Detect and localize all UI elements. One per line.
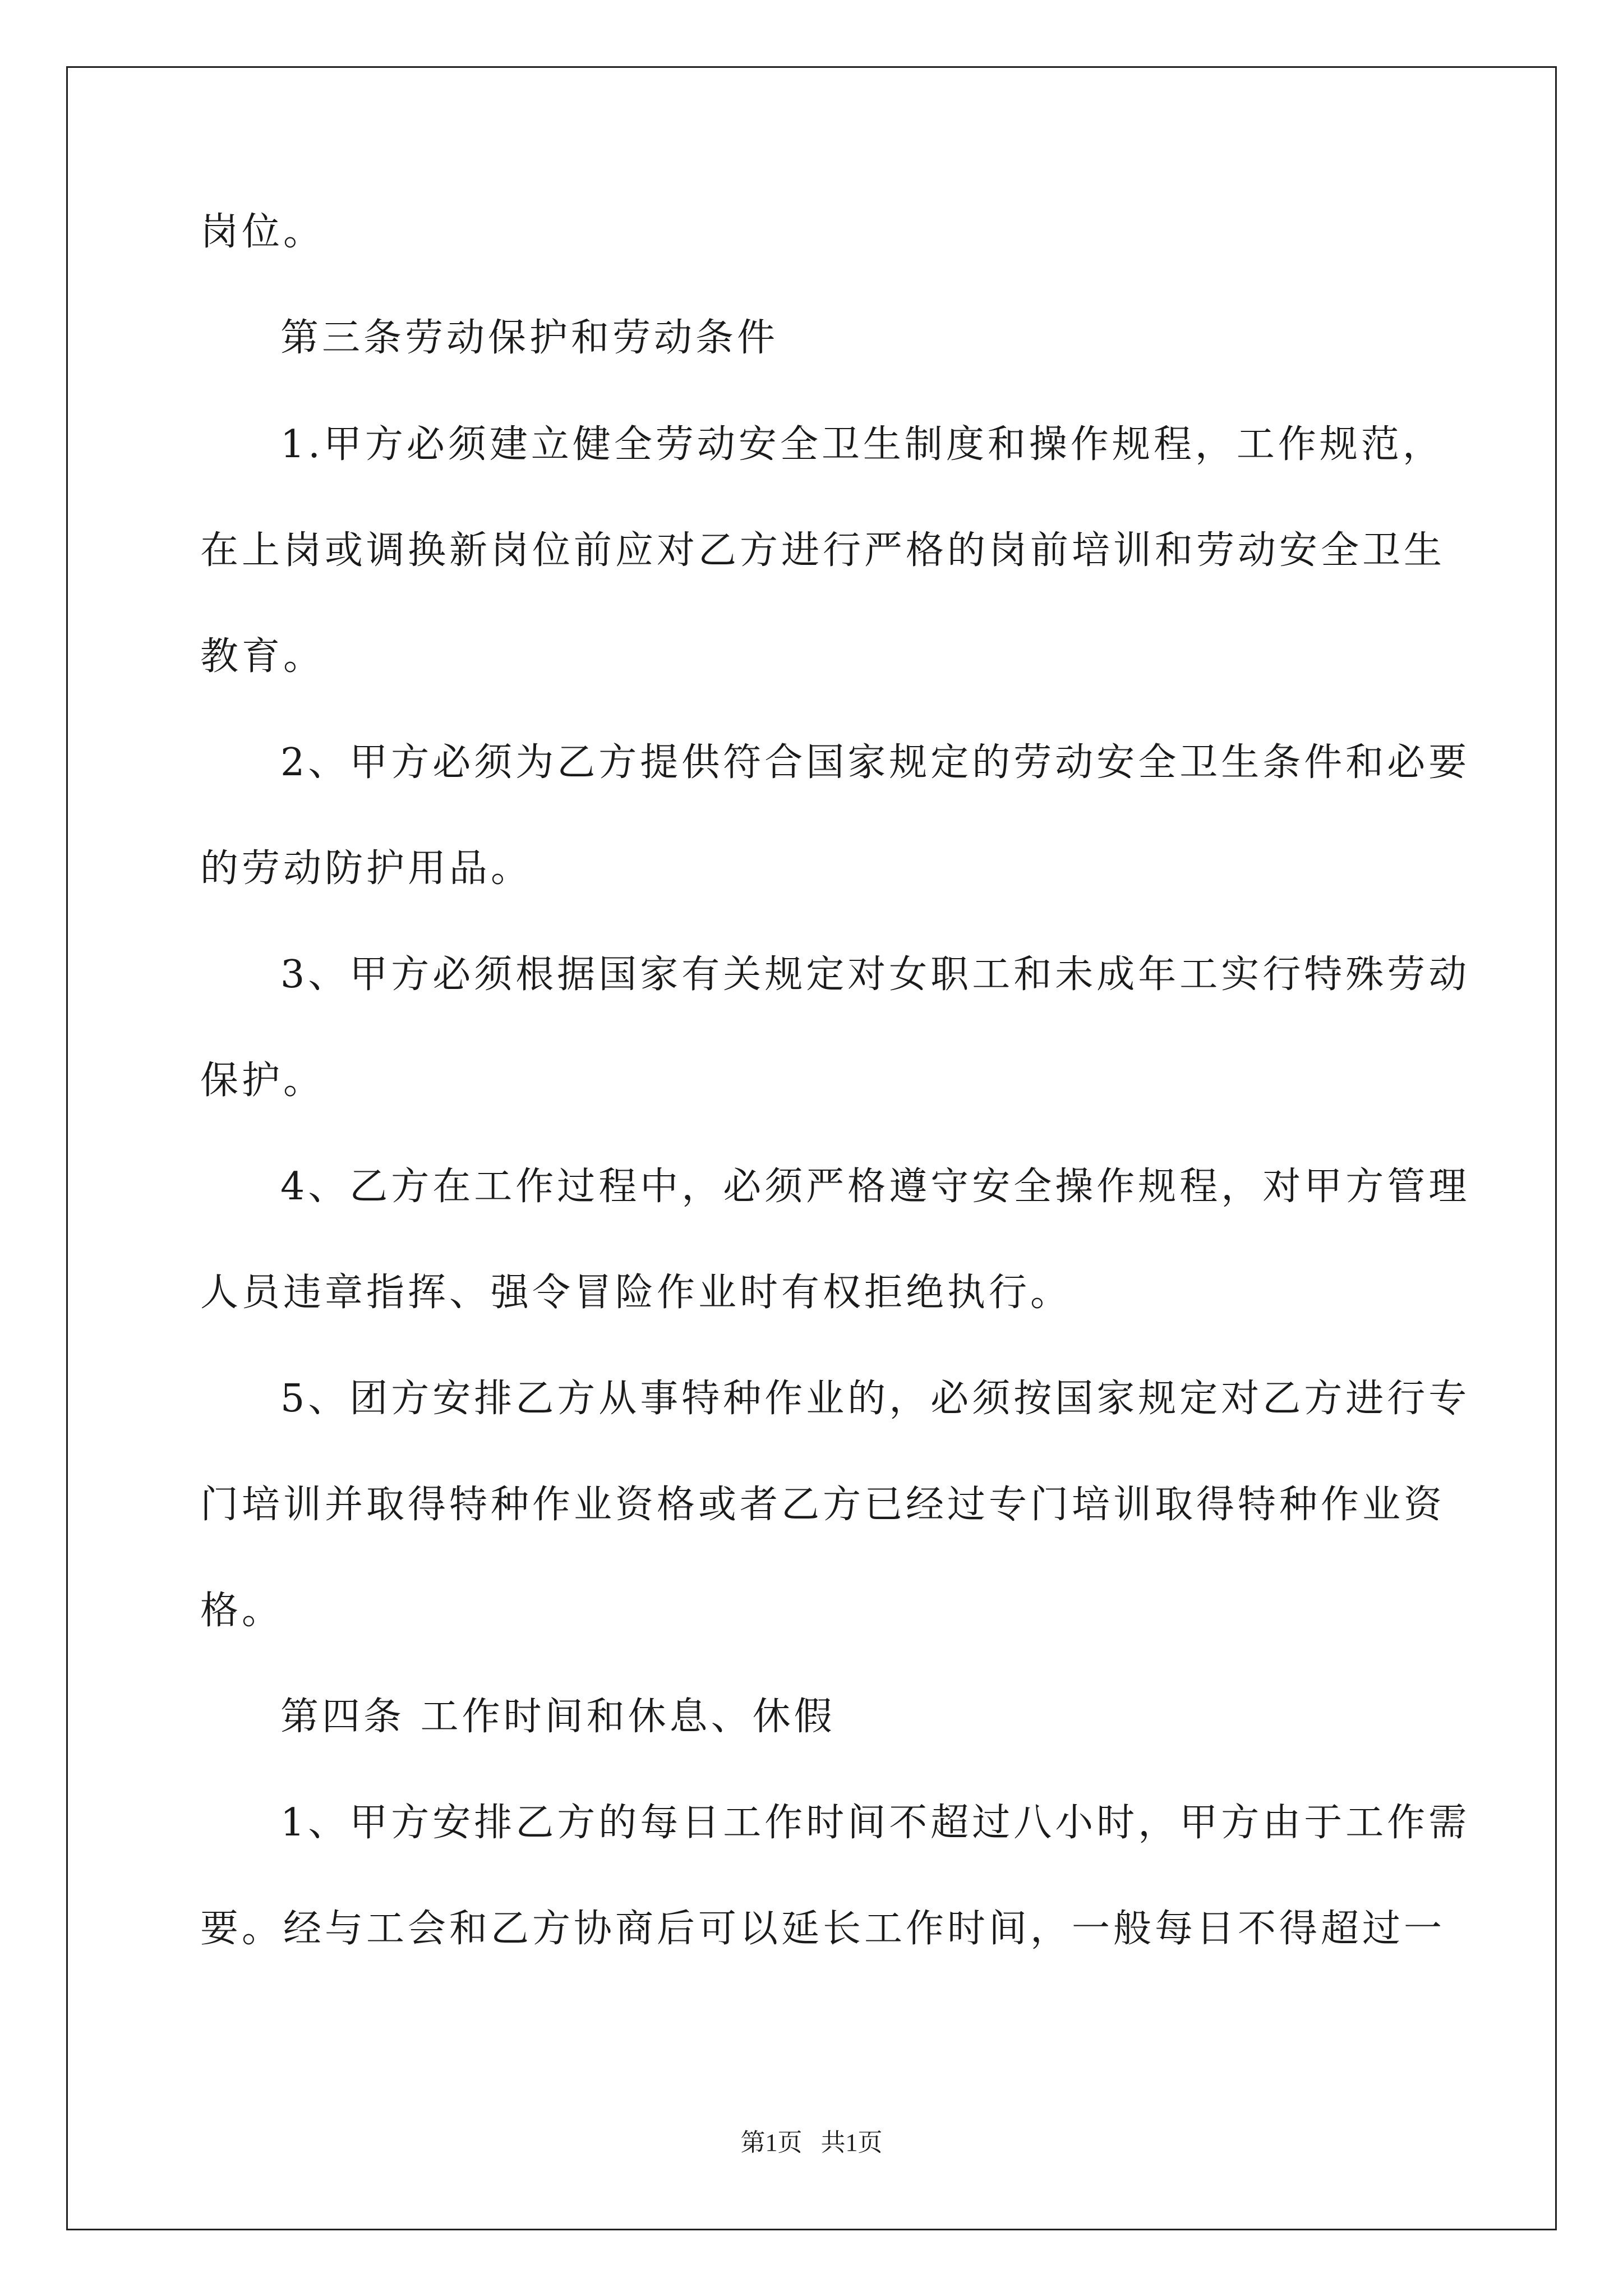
text-line: 教育。 xyxy=(200,634,325,679)
article-heading: 第四条 工作时间和休息、休假 xyxy=(280,1695,836,1739)
text-line: 的劳动防护用品。 xyxy=(200,846,533,891)
text-line: 1、甲方安排乙方的每日工作时间不超过八小时，甲方由于工作需 xyxy=(280,1801,1470,1845)
text-line: 岗位。 xyxy=(200,210,325,254)
text-line: 2、甲方必须为乙方提供符合国家规定的劳动安全卫生条件和必要 xyxy=(280,740,1470,785)
text-line: 5、团方安排乙方从事特种作业的，必须按国家规定对乙方进行专 xyxy=(280,1377,1470,1421)
text-line: 人员违章指挥、强令冒险作业时有权拒绝执行。 xyxy=(200,1271,1072,1315)
text-line: 要。经与工会和乙方协商后可以延长工作时间，一般每日不得超过一 xyxy=(200,1907,1446,1951)
article-heading: 第三条劳动保护和劳动条件 xyxy=(280,316,779,360)
page-number-footer: 第1页 共1页 xyxy=(740,2129,883,2156)
text-line: 4、乙方在工作过程中，必须严格遵守安全操作规程，对甲方管理 xyxy=(280,1165,1470,1209)
text-line: 在上岗或调换新岗位前应对乙方进行严格的岗前培训和劳动安全卫生 xyxy=(200,528,1446,573)
text-line: 格。 xyxy=(200,1589,284,1633)
text-line: 3、甲方必须根据国家有关规定对女职工和未成年工实行特殊劳动 xyxy=(280,953,1470,997)
text-line: 1.甲方必须建立健全劳动安全卫生制度和操作规程，工作规范， xyxy=(280,422,1444,467)
text-line: 门培训并取得特种作业资格或者乙方已经过专门培训取得特种作业资 xyxy=(200,1483,1446,1527)
text-line: 保护。 xyxy=(200,1059,325,1103)
